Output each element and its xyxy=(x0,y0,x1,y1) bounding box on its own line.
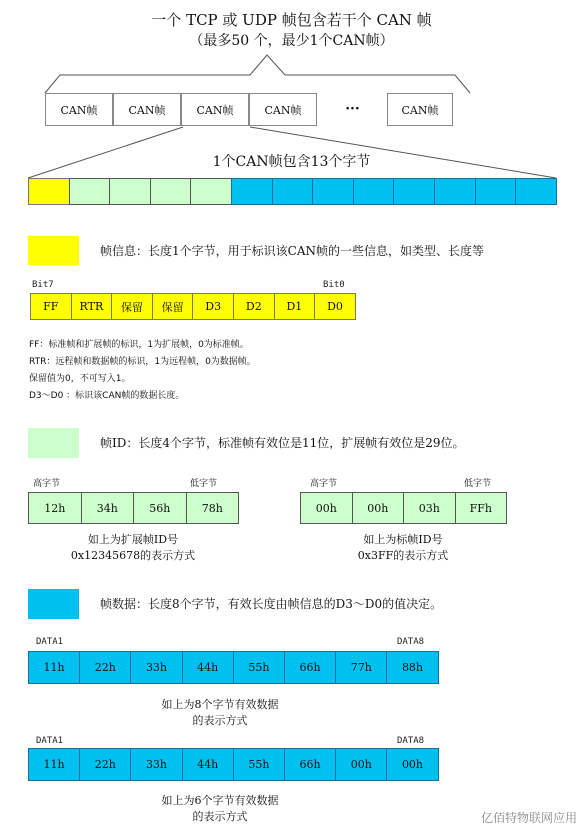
ext-caption-2: 0x12345678的表示方式 xyxy=(70,549,196,562)
can-frame-4: CAN帧 xyxy=(249,93,317,126)
bit-cell-3: 保留 xyxy=(111,293,153,320)
byte-cell-4 xyxy=(150,178,192,205)
can-frame-1: CAN帧 xyxy=(45,93,113,126)
data1-byte-1: 11h xyxy=(28,651,80,684)
can-frame-ellipsis: ··· xyxy=(345,101,360,117)
can-frame-2: CAN帧 xyxy=(113,93,181,126)
ext-id-byte-4: 78h xyxy=(186,492,240,524)
page-title: 一个 TCP 或 UDP 帧包含若干个 CAN 帧 xyxy=(151,11,432,29)
ext-high-label: 高字节 xyxy=(33,479,61,489)
ext-caption-1: 如上为扩展帧ID号 xyxy=(87,533,179,546)
data8-label-1: DATA8 xyxy=(397,637,425,647)
ext-low-label: 低字节 xyxy=(190,479,218,489)
watermark: 亿佰特物联网应用 xyxy=(480,811,577,825)
bit-cell-4: 保留 xyxy=(152,293,194,320)
can-frame-3: CAN帧 xyxy=(181,93,249,126)
note-length: D3～D0 ：标识该CAN帧的数据长度。 xyxy=(29,391,185,401)
ext-id-byte-1: 12h xyxy=(28,492,82,524)
data8-label-2: DATA8 xyxy=(397,736,425,746)
example2-caption-2: 的表示方式 xyxy=(192,810,248,823)
byte-cell-2 xyxy=(69,178,111,205)
std-id-byte-2: 00h xyxy=(352,492,405,524)
frame-data-legend xyxy=(28,589,79,619)
data1-byte-3: 33h xyxy=(130,651,182,684)
frame-id-legend xyxy=(28,428,79,458)
std-caption-1: 如上为标帧ID号 xyxy=(363,533,443,546)
std-low-label: 低字节 xyxy=(464,479,492,489)
bit-cell-6: D2 xyxy=(233,293,275,320)
byte-cell-13 xyxy=(515,178,557,205)
example1-caption-1: 如上为8个字节有效数据 xyxy=(161,698,279,711)
data2-byte-3: 33h xyxy=(130,748,182,781)
std-id-byte-1: 00h xyxy=(300,492,353,524)
note-reserved: 保留值为0，不可写入1。 xyxy=(29,374,131,384)
ext-id-byte-3: 56h xyxy=(133,492,187,524)
note-rtr: RTR：远程帧和数据帧的标识，1为远程帧，0为数据帧。 xyxy=(29,357,256,367)
byte-cell-8 xyxy=(312,178,354,205)
std-id-byte-3: 03h xyxy=(403,492,456,524)
byte-cell-10 xyxy=(393,178,435,205)
data1-byte-2: 22h xyxy=(79,651,131,684)
ext-id-byte-2: 34h xyxy=(81,492,135,524)
byte-cell-3 xyxy=(109,178,151,205)
data1-label-1: DATA1 xyxy=(36,637,64,647)
byte-cell-1 xyxy=(28,178,70,205)
data2-byte-2: 22h xyxy=(79,748,131,781)
frame-id-desc: 帧ID：长度4个字节，标准帧有效位是11位，扩展帧有效位是29位。 xyxy=(100,436,465,450)
frame-info-legend xyxy=(28,236,79,265)
byte-cell-9 xyxy=(353,178,395,205)
std-id-byte-4: FFh xyxy=(455,492,508,524)
bit7-label: Bit7 xyxy=(32,280,54,290)
byte-cell-5 xyxy=(190,178,232,205)
example1-caption-2: 的表示方式 xyxy=(192,714,248,727)
can-frame-last: CAN帧 xyxy=(387,93,453,126)
page-subtitle: （最多50 个，最少1个CAN帧） xyxy=(189,33,394,49)
bit-cell-2: RTR xyxy=(71,293,113,320)
data2-byte-7: 00h xyxy=(335,748,387,781)
example2-caption-1: 如上为6个字节有效数据 xyxy=(161,794,279,807)
std-caption-2: 0x3FF的表示方式 xyxy=(357,549,449,562)
bit-cell-7: D1 xyxy=(274,293,316,320)
data2-byte-4: 44h xyxy=(182,748,234,781)
data2-byte-8: 00h xyxy=(386,748,438,781)
frame-data-desc: 帧数据：长度8个字节，有效长度由帧信息的D3～D0的值决定。 xyxy=(100,597,443,611)
data1-byte-8: 88h xyxy=(386,651,438,684)
bytes-caption: 1个CAN帧包含13个字节 xyxy=(212,154,371,170)
bit-cell-5: D3 xyxy=(192,293,234,320)
data1-byte-5: 55h xyxy=(233,651,285,684)
data1-byte-7: 77h xyxy=(335,651,387,684)
byte-cell-12 xyxy=(475,178,517,205)
data2-byte-1: 11h xyxy=(28,748,80,781)
data1-byte-4: 44h xyxy=(182,651,234,684)
bit-cell-8: D0 xyxy=(314,293,356,320)
frame-info-desc: 帧信息：长度1个字节，用于标识该CAN帧的一些信息，如类型、长度等 xyxy=(100,244,484,258)
data1-byte-6: 66h xyxy=(284,651,336,684)
data2-byte-5: 55h xyxy=(233,748,285,781)
bit-cell-1: FF xyxy=(30,293,72,320)
bit0-label: Bit0 xyxy=(323,280,345,290)
std-high-label: 高字节 xyxy=(310,479,338,489)
data2-byte-6: 66h xyxy=(284,748,336,781)
byte-cell-7 xyxy=(272,178,314,205)
note-ff: FF：标准帧和扩展帧的标识，1为扩展帧，0为标准帧。 xyxy=(29,340,249,350)
data1-label-2: DATA1 xyxy=(36,736,64,746)
byte-cell-6 xyxy=(231,178,273,205)
byte-cell-11 xyxy=(434,178,476,205)
